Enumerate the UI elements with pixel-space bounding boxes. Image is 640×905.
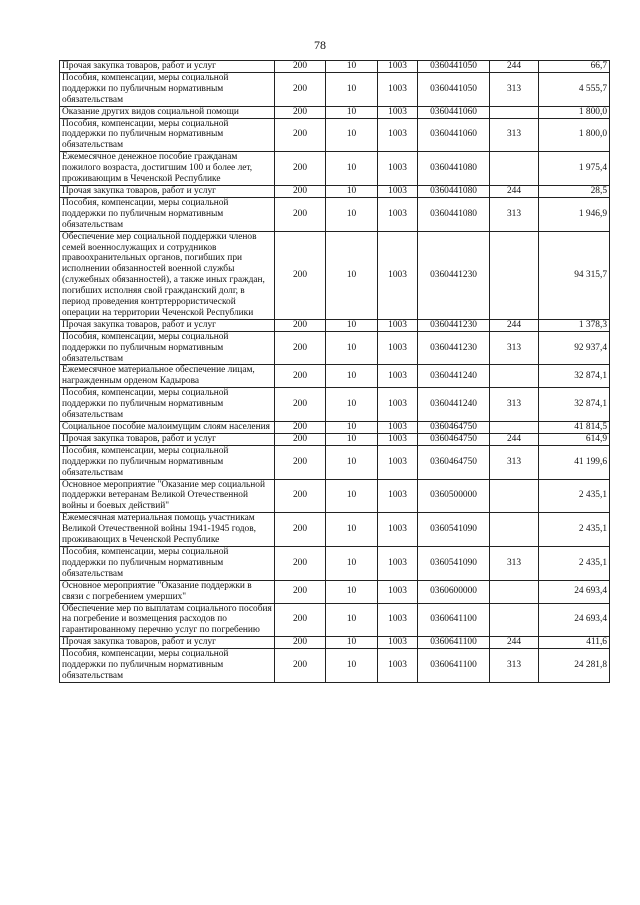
amount-cell: 1 378,3 — [539, 319, 610, 331]
table-row — [60, 580, 610, 603]
section-code-cell: 10 — [326, 513, 378, 547]
section-code-cell: 10 — [326, 433, 378, 445]
section-code-cell: 10 — [326, 185, 378, 197]
subsection-code-cell: 1003 — [378, 106, 418, 118]
section-code-cell: 10 — [326, 365, 378, 388]
ministry-code-cell: 200 — [275, 603, 326, 637]
expense-type-code-cell — [490, 231, 539, 319]
expense-type-code-cell: 244 — [490, 637, 539, 649]
expense-type-code-cell: 313 — [490, 649, 539, 683]
item-name-cell: Прочая закупка товаров, работ и услуг — [60, 61, 275, 73]
table-row — [60, 331, 610, 365]
item-name-cell: Пособия, компенсации, меры социальной поддержки по публичным нормативным обязательствам — [60, 649, 275, 683]
ministry-code-cell: 200 — [275, 185, 326, 197]
target-item-code-cell: 0360441080 — [418, 197, 490, 231]
subsection-code-cell: 1003 — [378, 72, 418, 106]
page-number: 78 — [314, 38, 326, 52]
subsection-code-cell: 1003 — [378, 479, 418, 513]
item-name-cell: Пособия, компенсации, меры социальной поддержки по публичным нормативным обязательствам — [60, 197, 275, 231]
amount-cell: 2 435,1 — [539, 513, 610, 547]
table-row — [60, 231, 610, 319]
ministry-code-cell: 200 — [275, 513, 326, 547]
ministry-code-cell: 200 — [275, 72, 326, 106]
target-item-code-cell: 0360441240 — [418, 365, 490, 388]
table-row — [60, 513, 610, 547]
amount-cell: 1 946,9 — [539, 197, 610, 231]
item-name-cell: Пособия, компенсации, меры социальной поддержки по публичным нормативным обязательствам — [60, 118, 275, 152]
item-name-cell: Пособия, компенсации, меры социальной поддержки по публичным нормативным обязательствам — [60, 546, 275, 580]
target-item-code-cell: 0360541090 — [418, 546, 490, 580]
ministry-code-cell: 200 — [275, 118, 326, 152]
expense-type-code-cell — [490, 422, 539, 434]
table-row — [60, 118, 610, 152]
target-item-code-cell: 0360441080 — [418, 152, 490, 186]
item-name-cell: Пособия, компенсации, меры социальной поддержки по публичным нормативным обязательствам — [60, 445, 275, 479]
item-name-cell: Прочая закупка товаров, работ и услуг — [60, 185, 275, 197]
amount-cell: 24 693,4 — [539, 580, 610, 603]
amount-cell: 2 435,1 — [539, 546, 610, 580]
section-code-cell: 10 — [326, 445, 378, 479]
section-code-cell: 10 — [326, 546, 378, 580]
item-name-cell: Ежемесячное денежное пособие гражданам пожилого возраста, достигшим 100 и более лет, проживающим в Чеченской Республике — [60, 152, 275, 186]
table-row — [60, 185, 610, 197]
item-name-cell: Прочая закупка товаров, работ и услуг — [60, 637, 275, 649]
target-item-code-cell: 0360441240 — [418, 388, 490, 422]
ministry-code-cell: 200 — [275, 637, 326, 649]
item-name-cell: Пособия, компенсации, меры социальной поддержки по публичным нормативным обязательствам — [60, 72, 275, 106]
expense-type-code-cell: 313 — [490, 331, 539, 365]
amount-cell: 1 975,4 — [539, 152, 610, 186]
subsection-code-cell: 1003 — [378, 637, 418, 649]
target-item-code-cell: 0360441050 — [418, 61, 490, 73]
ministry-code-cell: 200 — [275, 445, 326, 479]
section-code-cell: 10 — [326, 331, 378, 365]
target-item-code-cell: 0360464750 — [418, 422, 490, 434]
item-name-cell: Пособия, компенсации, меры социальной поддержки по публичным нормативным обязательствам — [60, 388, 275, 422]
item-name-cell: Основное мероприятие "Оказание мер социальной поддержки ветеранам Великой Отечественной войны и боевых действий" — [60, 479, 275, 513]
item-name-cell: Оказание других видов социальной помощи — [60, 106, 275, 118]
ministry-code-cell: 200 — [275, 152, 326, 186]
table-row — [60, 197, 610, 231]
subsection-code-cell: 1003 — [378, 185, 418, 197]
table-row — [60, 433, 610, 445]
amount-cell: 32 874,1 — [539, 365, 610, 388]
item-name-cell: Пособия, компенсации, меры социальной поддержки по публичным нормативным обязательствам — [60, 331, 275, 365]
amount-cell: 41 199,6 — [539, 445, 610, 479]
target-item-code-cell: 0360441230 — [418, 331, 490, 365]
expense-type-code-cell: 313 — [490, 546, 539, 580]
table-row — [60, 603, 610, 637]
table-row — [60, 422, 610, 434]
ministry-code-cell: 200 — [275, 388, 326, 422]
ministry-code-cell: 200 — [275, 106, 326, 118]
subsection-code-cell: 1003 — [378, 388, 418, 422]
ministry-code-cell: 200 — [275, 422, 326, 434]
expense-type-code-cell — [490, 580, 539, 603]
expense-type-code-cell: 244 — [490, 433, 539, 445]
target-item-code-cell: 0360641100 — [418, 637, 490, 649]
table-row — [60, 106, 610, 118]
subsection-code-cell: 1003 — [378, 445, 418, 479]
item-name-cell: Обеспечение мер по выплатам социального пособия на погребение и возмещения расходов по гарантированному перечню услуг по погребению — [60, 603, 275, 637]
subsection-code-cell: 1003 — [378, 433, 418, 445]
section-code-cell: 10 — [326, 479, 378, 513]
expense-type-code-cell: 244 — [490, 61, 539, 73]
subsection-code-cell: 1003 — [378, 319, 418, 331]
subsection-code-cell: 1003 — [378, 118, 418, 152]
ministry-code-cell: 200 — [275, 546, 326, 580]
subsection-code-cell: 1003 — [378, 61, 418, 73]
table-row — [60, 637, 610, 649]
item-name-cell: Прочая закупка товаров, работ и услуг — [60, 319, 275, 331]
ministry-code-cell: 200 — [275, 479, 326, 513]
item-name-cell: Обеспечение мер социальной поддержки членов семей военнослужащих и сотрудников правоохранительных органов, погибших при исполнении обязанностей военной службы (служебных обязанностей), а также иных граждан, погибших исполняя свой гражданский долг, в период проведения контртеррористической операции на территории Чеченской Республики — [60, 231, 275, 319]
table-row — [60, 365, 610, 388]
target-item-code-cell: 0360464750 — [418, 445, 490, 479]
amount-cell: 94 315,7 — [539, 231, 610, 319]
budget-table — [59, 60, 610, 683]
target-item-code-cell: 0360441060 — [418, 106, 490, 118]
amount-cell: 66,7 — [539, 61, 610, 73]
subsection-code-cell: 1003 — [378, 513, 418, 547]
subsection-code-cell: 1003 — [378, 197, 418, 231]
expense-type-code-cell: 244 — [490, 185, 539, 197]
section-code-cell: 10 — [326, 152, 378, 186]
ministry-code-cell: 200 — [275, 319, 326, 331]
section-code-cell: 10 — [326, 388, 378, 422]
expense-type-code-cell — [490, 603, 539, 637]
table-row — [60, 319, 610, 331]
amount-cell: 28,5 — [539, 185, 610, 197]
target-item-code-cell: 0360441230 — [418, 319, 490, 331]
subsection-code-cell: 1003 — [378, 365, 418, 388]
item-name-cell: Ежемесячное материальное обеспечение лицам, награжденным орденом Кадырова — [60, 365, 275, 388]
section-code-cell: 10 — [326, 72, 378, 106]
amount-cell: 41 814,5 — [539, 422, 610, 434]
amount-cell: 614,9 — [539, 433, 610, 445]
target-item-code-cell: 0360641100 — [418, 603, 490, 637]
target-item-code-cell: 0360441080 — [418, 185, 490, 197]
ministry-code-cell: 200 — [275, 61, 326, 73]
section-code-cell: 10 — [326, 231, 378, 319]
section-code-cell: 10 — [326, 106, 378, 118]
ministry-code-cell: 200 — [275, 365, 326, 388]
amount-cell: 4 555,7 — [539, 72, 610, 106]
expense-type-code-cell — [490, 513, 539, 547]
ministry-code-cell: 200 — [275, 433, 326, 445]
target-item-code-cell: 0360541090 — [418, 513, 490, 547]
expense-type-code-cell: 313 — [490, 72, 539, 106]
section-code-cell: 10 — [326, 649, 378, 683]
target-item-code-cell: 0360464750 — [418, 433, 490, 445]
amount-cell: 32 874,1 — [539, 388, 610, 422]
subsection-code-cell: 1003 — [378, 152, 418, 186]
expense-type-code-cell: 313 — [490, 197, 539, 231]
subsection-code-cell: 1003 — [378, 546, 418, 580]
section-code-cell: 10 — [326, 118, 378, 152]
section-code-cell: 10 — [326, 61, 378, 73]
ministry-code-cell: 200 — [275, 580, 326, 603]
section-code-cell: 10 — [326, 580, 378, 603]
expense-type-code-cell — [490, 152, 539, 186]
ministry-code-cell: 200 — [275, 331, 326, 365]
section-code-cell: 10 — [326, 197, 378, 231]
expense-type-code-cell — [490, 106, 539, 118]
subsection-code-cell: 1003 — [378, 231, 418, 319]
target-item-code-cell: 0360641100 — [418, 649, 490, 683]
subsection-code-cell: 1003 — [378, 422, 418, 434]
table-row — [60, 546, 610, 580]
subsection-code-cell: 1003 — [378, 331, 418, 365]
subsection-code-cell: 1003 — [378, 603, 418, 637]
section-code-cell: 10 — [326, 603, 378, 637]
table-row — [60, 388, 610, 422]
section-code-cell: 10 — [326, 319, 378, 331]
ministry-code-cell: 200 — [275, 231, 326, 319]
item-name-cell: Прочая закупка товаров, работ и услуг — [60, 433, 275, 445]
expense-type-code-cell: 313 — [490, 445, 539, 479]
amount-cell: 1 800,0 — [539, 106, 610, 118]
ministry-code-cell: 200 — [275, 649, 326, 683]
subsection-code-cell: 1003 — [378, 580, 418, 603]
amount-cell: 2 435,1 — [539, 479, 610, 513]
table-row — [60, 649, 610, 683]
target-item-code-cell: 0360600000 — [418, 580, 490, 603]
expense-type-code-cell — [490, 479, 539, 513]
item-name-cell: Социальное пособие малоимущим слоям населения — [60, 422, 275, 434]
target-item-code-cell: 0360441230 — [418, 231, 490, 319]
item-name-cell: Ежемесячная материальная помощь участникам Великой Отечественной войны 1941-1945 годов, проживающих в Чеченской Республике — [60, 513, 275, 547]
amount-cell: 24 281,8 — [539, 649, 610, 683]
section-code-cell: 10 — [326, 637, 378, 649]
subsection-code-cell: 1003 — [378, 649, 418, 683]
target-item-code-cell: 0360441050 — [418, 72, 490, 106]
section-code-cell: 10 — [326, 422, 378, 434]
target-item-code-cell: 0360500000 — [418, 479, 490, 513]
amount-cell: 24 693,4 — [539, 603, 610, 637]
amount-cell: 92 937,4 — [539, 331, 610, 365]
expense-type-code-cell: 244 — [490, 319, 539, 331]
table-row — [60, 445, 610, 479]
expense-type-code-cell: 313 — [490, 118, 539, 152]
expense-type-code-cell — [490, 365, 539, 388]
ministry-code-cell: 200 — [275, 197, 326, 231]
table-row — [60, 152, 610, 186]
table-row — [60, 479, 610, 513]
target-item-code-cell: 0360441060 — [418, 118, 490, 152]
amount-cell: 411,6 — [539, 637, 610, 649]
table-row — [60, 72, 610, 106]
item-name-cell: Основное мероприятие "Оказание поддержки в связи с погребением умерших" — [60, 580, 275, 603]
table-row — [60, 61, 610, 73]
expense-type-code-cell: 313 — [490, 388, 539, 422]
amount-cell: 1 800,0 — [539, 118, 610, 152]
